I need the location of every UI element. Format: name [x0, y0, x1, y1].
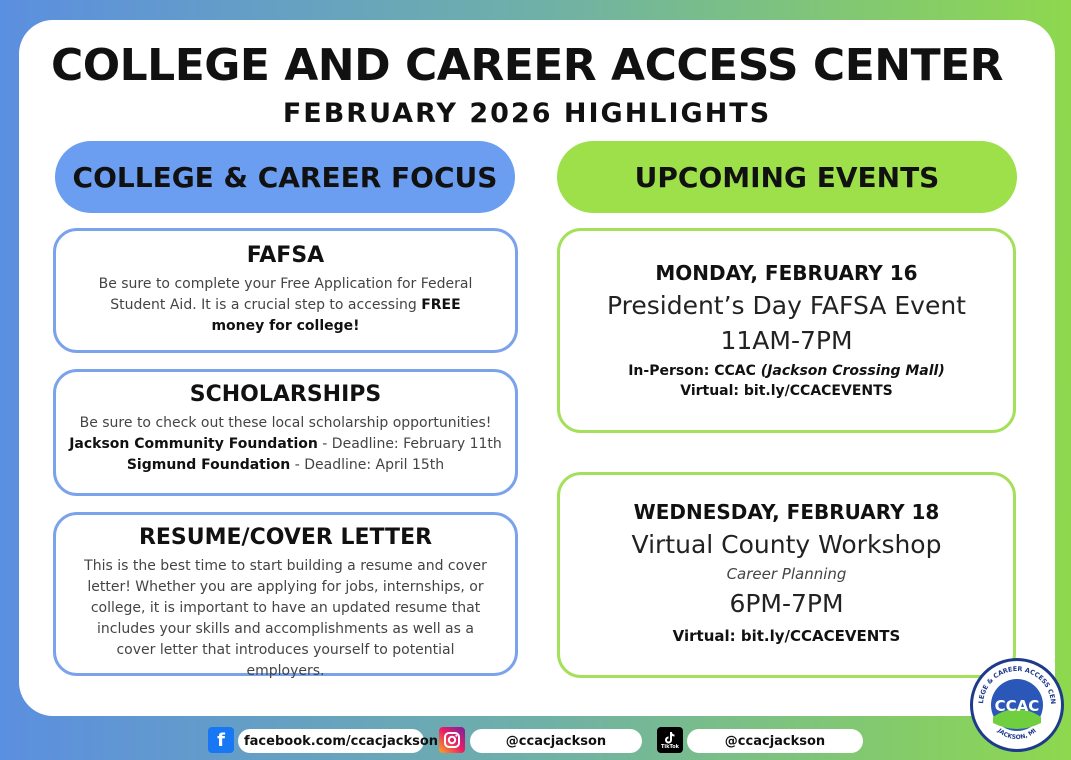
tiktok-icon[interactable]: TikTok: [657, 727, 683, 753]
instagram-icon[interactable]: [439, 727, 465, 753]
scholarships-title: SCHOLARSHIPS: [189, 382, 382, 407]
scholarship-item-2: Sigmund Foundation - Deadline: April 15th: [126, 457, 445, 473]
event-1-name: President’s Day FAFSA Event: [607, 291, 966, 320]
fafsa-text: Be sure to complete your Free Application for Federal Student Aid. It is a crucial step to accessing FREE money for college!: [98, 276, 473, 334]
page-subtitle: FEBRUARY 2026 HIGHLIGHTS: [282, 98, 772, 129]
event-2-virtual[interactable]: Virtual: bit.ly/CCACEVENTS: [672, 627, 901, 645]
event-1-date: MONDAY, FEBRUARY 16: [655, 261, 918, 285]
ccac-logo: [970, 658, 1064, 752]
instagram-link[interactable]: @ccacjackson: [470, 729, 642, 753]
event-2-topic: Career Planning: [726, 565, 847, 583]
scholarship-item-1: Jackson Community Foundation - Deadline: February 11th: [69, 436, 502, 452]
tiktok-link[interactable]: @ccacjackson: [687, 729, 863, 753]
logo-bottom-text: JACKSON, MI: [996, 727, 1038, 742]
event-2-name: Virtual County Workshop: [631, 530, 942, 559]
resume-box: [53, 512, 518, 679]
resume-title: RESUME/COVER LETTER: [138, 525, 433, 550]
logo-center-text: CCAC: [994, 697, 1040, 715]
events-heading: UPCOMING EVENTS: [557, 141, 1017, 213]
event-1-virtual[interactable]: Virtual: bit.ly/CCACEVENTS: [680, 383, 893, 399]
facebook-icon[interactable]: f: [208, 727, 234, 753]
page-title: COLLEGE AND CAREER ACCESS CENTER: [50, 40, 1004, 91]
facebook-link[interactable]: facebook.com/ccacjackson: [238, 729, 424, 753]
event-1-box: [557, 228, 1016, 433]
focus-heading: COLLEGE & CAREER FOCUS: [55, 141, 515, 213]
logo-emblem: [973, 661, 1061, 749]
fafsa-title: FAFSA: [246, 243, 325, 268]
scholarships-box: [53, 369, 518, 496]
event-2-box: [557, 472, 1016, 678]
scholarships-intro: Be sure to check out these local scholarship opportunities!: [79, 415, 492, 431]
event-1-time: 11AM-7PM: [720, 326, 853, 355]
event-1-inperson: In-Person: CCAC (Jackson Crossing Mall): [628, 363, 945, 379]
fafsa-box: [53, 228, 518, 353]
logo-ring-text: LEGE & CAREER ACCESS CEN: [976, 664, 1058, 705]
event-2-time: 6PM-7PM: [729, 589, 844, 618]
event-2-date: WEDNESDAY, FEBRUARY 18: [633, 500, 940, 524]
resume-text: This is the best time to start building a resume and cover letter! Whether you are applying for jobs, internships, or college, it is important to have an updated resume that includes your skills and accomplishments as well as a cover letter that introduces yourself to potential employers.: [84, 558, 487, 679]
